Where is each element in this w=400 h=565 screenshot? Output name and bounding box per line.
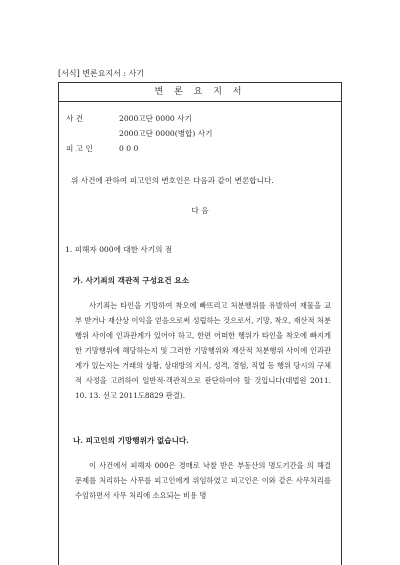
case-number-1: 2000고단 0000 사기 <box>119 114 192 123</box>
subsection-a-paragraph: 사기죄는 타인을 기망하여 착오에 빠뜨리고 처분행위를 유발하여 재물을 교부 받거나 재산상 이익을 얻음으로써 성립하는 것으로서, 기망, 착오, 재산적 처분행위 사이에 인과관계가 있어야 하고, 한편 어떠한 행위가 타인을 착오에 빠지게 한 기망행위에 해당하는지 및 그러한 기망행위와 재산적 처분행위 사이에 인과관계가 있는지는 거래의 상황, 상대방의 지식, 성격, 경험, 직업 등 행위 당시의 구체적 사정을 고려하여 일반적·객관적으로 판단하여야 할 것입니다(대법원 2011. 10. 13. 선고 2011도8829 판결). <box>75 301 331 400</box>
intro-text: 위 사건에 관하여 피고인의 변호인은 다음과 같이 변론합니다. <box>71 176 274 185</box>
document-frame <box>58 82 342 565</box>
subsection-b-paragraph: 이 사건에서 피해자 000은 경매로 낙찰 받은 부동산의 명도기간을 의 해결 문제를 처리하는 사무를 피고인에게 위임하였고 피고인은 이와 같은 사무처리를 수임하면서 사무 처리에 소요되는 비용 명 <box>75 461 331 500</box>
case-label: 사 건 <box>66 114 84 123</box>
case-number-2: 2000고단 0000(병합) 사기 <box>119 129 213 138</box>
document-title: 변 론 요 지 서 <box>59 83 341 102</box>
subsection-b-heading: 나. 피고인의 기망행위가 없습니다. <box>73 436 189 445</box>
section-1-heading: 1. 피해자 000에 대한 사기의 점 <box>65 245 173 254</box>
section-heading: 다 음 <box>191 206 209 215</box>
defendant-name: 0 0 0 <box>119 144 139 153</box>
subsection-a-heading: 가. 사기죄의 객관적 구성요건 요소 <box>73 276 189 285</box>
defendant-label: 피 고 인 <box>66 144 93 153</box>
document-label: [서식] 변론요지서 : 사기 <box>58 69 145 78</box>
